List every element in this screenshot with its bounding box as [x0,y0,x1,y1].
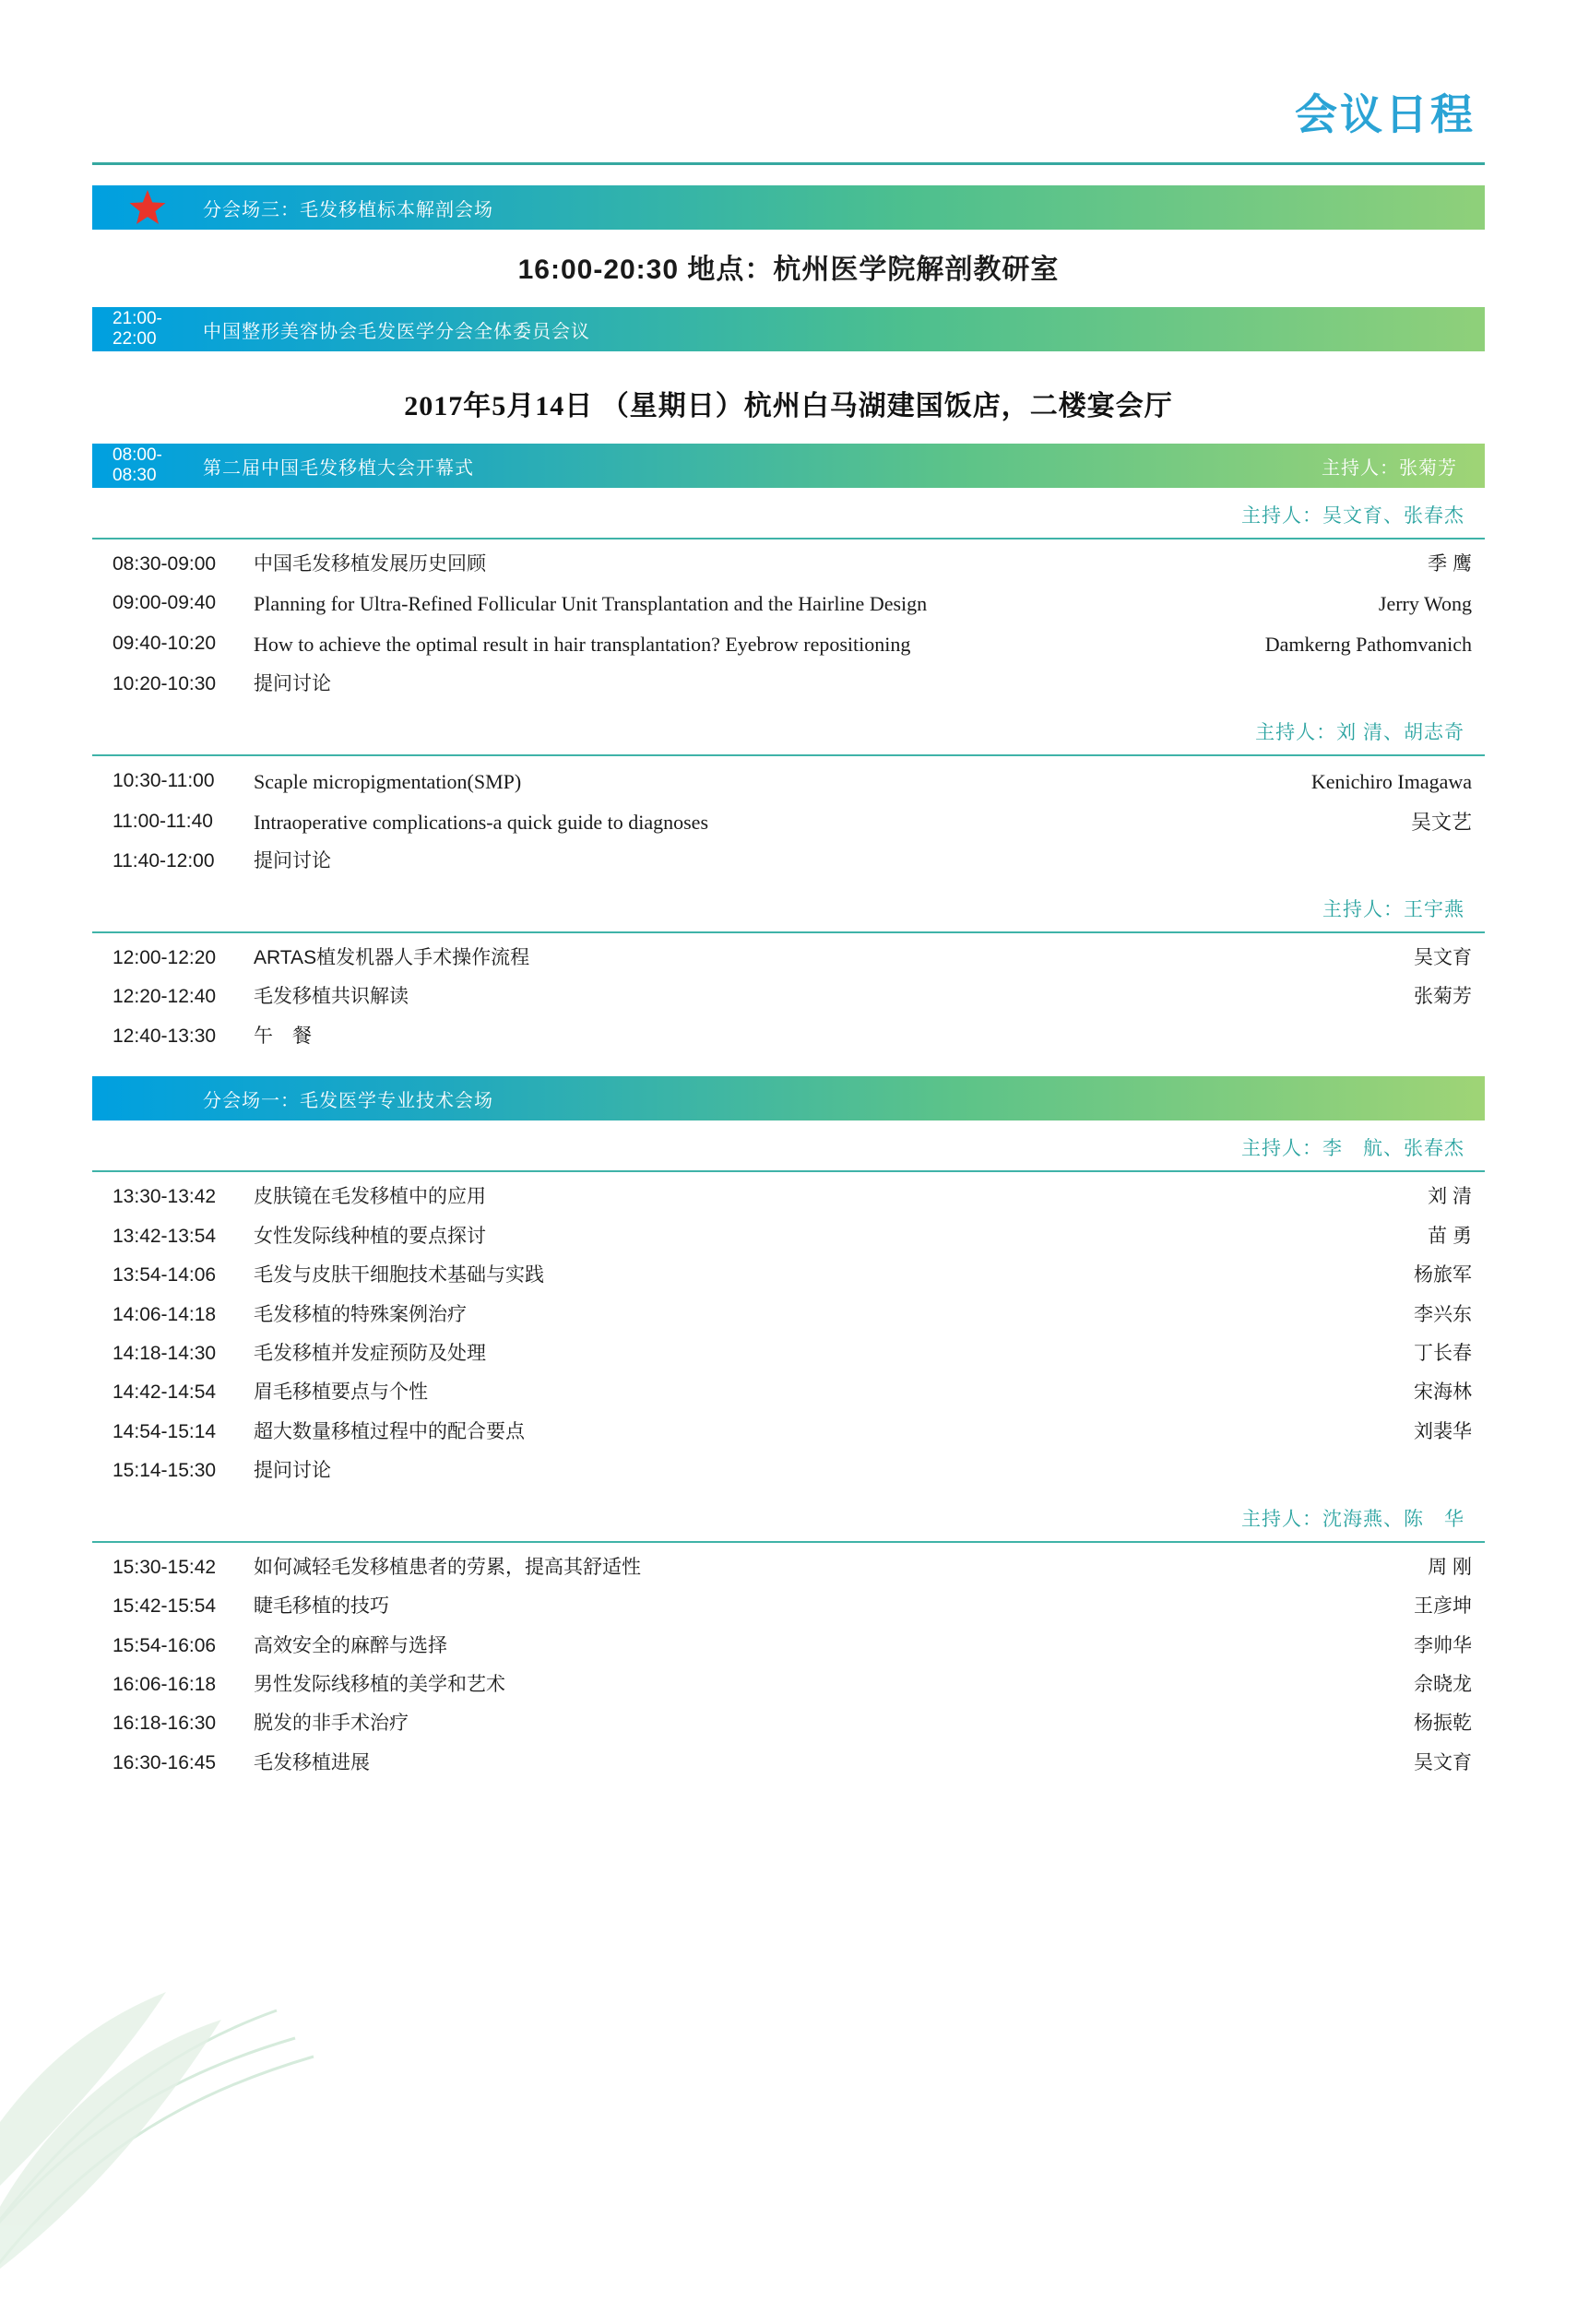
date-heading: 2017年5月14日 （星期日）杭州白马湖建国饭店，二楼宴会厅 [404,391,1173,421]
agenda-row [92,802,1485,843]
branch-venue-label: 分会场一：毛发医学专业技术会场 [203,1090,493,1111]
agenda-row [92,1296,1485,1334]
venue-time-location: 16:00-20:30 地点：杭州医学院解剖教研室 [517,255,1060,285]
agenda-row [92,624,1485,665]
session-group [92,931,1485,1056]
session-group [92,1541,1485,1784]
row-speaker: 杨旅军 [1414,1264,1472,1286]
row-time: 15:42-15:54 [113,1595,217,1618]
row-time: 10:30-11:00 [113,769,215,791]
row-topic: 高效安全的麻醉与选择 [254,1634,447,1656]
row-topic: 中国毛发移植发展历史回顾 [254,553,486,575]
row-speaker: 吴文育 [1414,1751,1472,1773]
row-speaker: 丁长春 [1414,1342,1472,1364]
row-time: 16:06-16:18 [113,1674,217,1695]
opening-label: 第二届中国毛发移植大会开幕式 [203,457,474,479]
row-topic: 男性发际线移植的美学和艺术 [254,1674,505,1695]
row-speaker: 苗 勇 [1428,1225,1472,1247]
row-topic: How to achieve the optimal result in hair transplantation? Eyebrow repositioning [254,633,911,657]
agenda-row [92,939,1485,978]
agenda-row [92,1017,1485,1056]
agenda-row [92,1627,1485,1666]
agenda-row [92,1666,1485,1704]
row-speaker: 张菊芳 [1414,986,1472,1008]
row-speaker: 季 鹰 [1428,553,1472,575]
row-speaker: 吴文育 [1414,946,1472,968]
row-speaker: Damkerng Pathomvanich [1264,633,1472,657]
row-topic: 毛发移植并发症预防及处理 [254,1342,486,1364]
row-topic: 毛发移植的特殊案例治疗 [254,1303,467,1325]
row-topic: Scaple micropigmentation(SMP) [254,769,522,793]
row-topic: Planning for Ultra-Refined Follicular Unit Transplantation and the Hairline Design [254,592,928,616]
row-time: 16:30-16:45 [113,1751,217,1773]
row-topic: 女性发际线种植的要点探讨 [254,1225,486,1247]
agenda-row [92,584,1485,624]
agenda-row [92,1256,1485,1295]
row-time: 14:06-14:18 [113,1303,217,1325]
session-chair: 主持人：沈海燕、陈 华 [1241,1508,1464,1530]
row-topic: Intraoperative complications-a quick guide to diagnoses [254,810,709,834]
agenda-row [92,1334,1485,1373]
row-time: 15:54-16:06 [113,1634,217,1656]
session-group [92,1170,1485,1491]
opening-time: 08:00-08:30 [113,445,162,485]
venue-session-label: 分会场三：毛发移植标本解剖会场 [203,199,493,220]
agenda-row [92,978,1485,1016]
session-chair: 主持人：吴文育、张春杰 [1241,505,1464,527]
row-topic: 超大数量移植过程中的配合要点 [254,1420,525,1442]
row-speaker: 周 刚 [1428,1556,1472,1578]
row-topic: 眉毛移植要点与个性 [254,1381,428,1404]
row-time: 12:20-12:40 [113,986,217,1008]
row-time: 13:54-14:06 [113,1264,217,1286]
agenda-row [92,1178,1485,1216]
committee-time: 21:00-22:00 [113,309,162,349]
agenda-row [92,1744,1485,1783]
row-time: 14:54-15:14 [113,1420,217,1442]
committee-meeting-bar [92,307,1485,351]
row-time: 13:30-13:42 [113,1186,217,1208]
venue-session-bar [92,185,1485,230]
agenda-row [92,1704,1485,1743]
row-time: 10:20-10:30 [113,673,217,695]
row-time: 14:18-14:30 [113,1342,217,1364]
row-time: 09:00-09:40 [113,592,217,614]
agenda-row [92,545,1485,584]
row-topic: 午 餐 [254,1025,312,1047]
agenda-row [92,1217,1485,1256]
agenda-row [92,842,1485,881]
agenda-row [92,665,1485,704]
row-time: 16:18-16:30 [113,1713,217,1735]
row-time: 13:42-13:54 [113,1225,217,1247]
row-topic: 皮肤镜在毛发移植中的应用 [254,1186,486,1208]
row-topic: 毛发移植共识解读 [254,986,409,1008]
committee-label: 中国整形美容协会毛发医学分会全体委员会议 [203,321,590,342]
row-speaker: 李兴东 [1414,1303,1472,1325]
row-speaker: Jerry Wong [1378,592,1472,616]
agenda-row [92,1373,1485,1412]
row-topic: 提问讨论 [254,1460,331,1482]
row-time: 15:14-15:30 [113,1460,217,1482]
row-speaker: 刘 清 [1428,1186,1472,1208]
agenda-row [92,1548,1485,1587]
row-speaker: Kenichiro Imagawa [1310,769,1472,793]
row-topic: 毛发移植进展 [254,1751,370,1773]
row-speaker: 佘晓龙 [1414,1674,1472,1695]
row-topic: 如何减轻毛发移植患者的劳累，提高其舒适性 [254,1556,641,1578]
opening-host: 主持人：张菊芳 [1322,457,1457,479]
row-topic: 毛发与皮肤干细胞技术基础与实践 [254,1264,544,1286]
row-time: 09:40-10:20 [113,633,217,655]
agenda-row [92,1452,1485,1490]
session-group [92,538,1485,705]
session-group [92,754,1485,882]
row-time: 11:40-12:00 [113,850,215,872]
row-time: 15:30-15:42 [113,1556,217,1578]
row-speaker: 吴文艺 [1410,810,1472,834]
row-topic: 提问讨论 [254,850,331,872]
page-title: 会议日程 [1295,90,1476,138]
row-topic: ARTAS植发机器人手术操作流程 [254,946,530,968]
row-time: 14:42-14:54 [113,1381,217,1404]
row-topic: 睫毛移植的技巧 [254,1595,389,1618]
opening-ceremony-bar [92,444,1485,488]
star-icon [92,188,203,227]
row-time: 08:30-09:00 [113,553,217,575]
row-time: 11:00-11:40 [113,810,213,832]
row-topic: 提问讨论 [254,673,331,695]
agenda-row [92,762,1485,802]
row-speaker: 杨振乾 [1414,1713,1472,1735]
session-chair: 主持人：李 航、张春杰 [1241,1138,1464,1160]
title-divider [92,162,1485,165]
row-speaker: 王彦坤 [1414,1595,1472,1618]
row-speaker: 宋海林 [1414,1381,1472,1404]
row-topic: 脱发的非手术治疗 [254,1713,409,1735]
session-chair: 主持人：王宇燕 [1322,898,1464,920]
agenda-row [92,1413,1485,1452]
row-time: 12:00-12:20 [113,946,217,968]
branch-venue-bar [92,1076,1485,1120]
agenda-row [92,1587,1485,1626]
row-speaker: 刘裴华 [1414,1420,1472,1442]
row-speaker: 李帅华 [1414,1634,1472,1656]
session-chair: 主持人：刘 清、胡志奇 [1255,721,1464,743]
row-time: 12:40-13:30 [113,1025,217,1047]
